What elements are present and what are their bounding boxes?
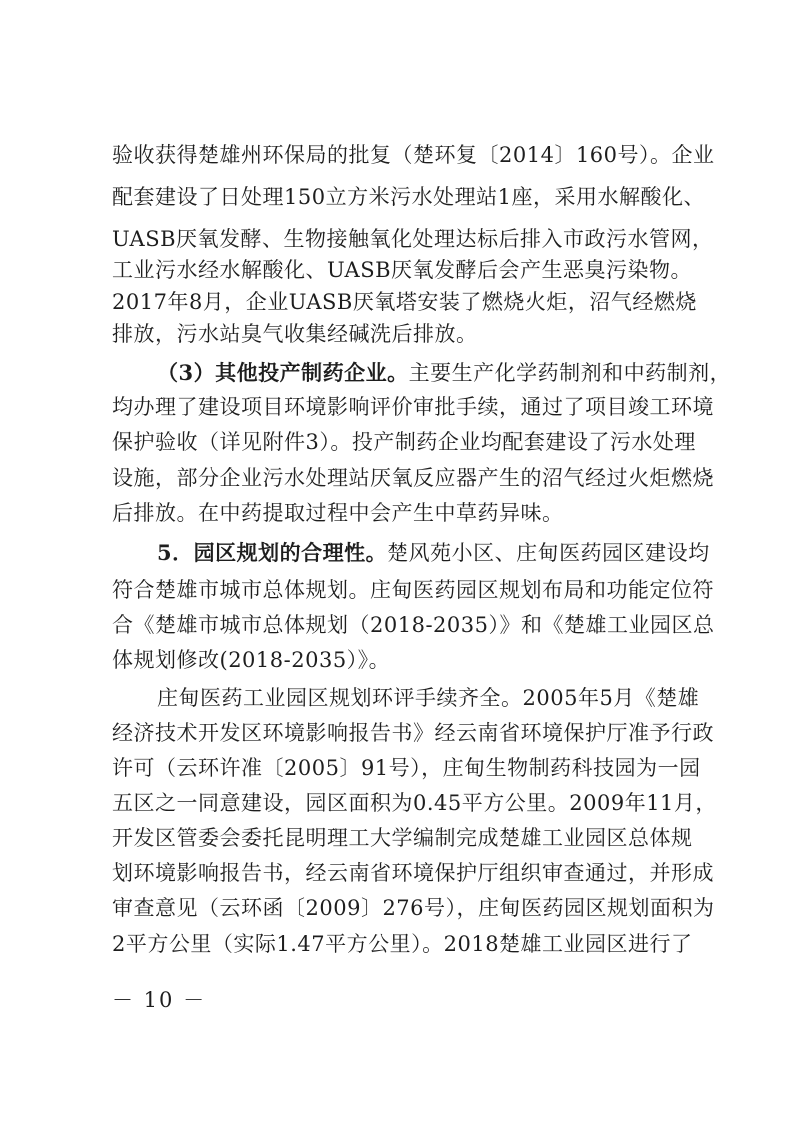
text-line: 许可（云环许准〔2005〕91号），庄甸生物制药科技园为一园 [112,756,701,780]
text-line: 工业污水经水解酸化、UASB厌氧发酵后会产生恶臭污染物。 [112,258,693,282]
page-number: － 10 － [112,988,207,1012]
text-line: 排放，污水站臭气收集经碱洗后排放。 [112,322,478,346]
text-run: 主要生产化学药制剂和中药制剂， [408,361,732,385]
text-line: 开发区管委会委托昆明理工大学编制完成楚雄工业园区总体规 [112,826,693,850]
text-line: 体规划修改(2018-2035）》。 [112,648,391,672]
text-line: 庄甸医药工业园区规划环评手续齐全。2005年5月《楚雄 [157,686,700,710]
text-line: 均办理了建设项目环境影响评价审批手续，通过了项目竣工环境 [112,395,714,419]
text-line: 验收获得楚雄州环保局的批复（楚环复〔2014〕160号）。企业 [112,143,715,167]
section-heading: 5．园区规划的合理性。 [157,540,388,565]
text-line [157,538,710,568]
text-run: 楚风苑小区、庄甸医药园区建设均 [387,541,710,565]
text-line: 配套建设了日处理150立方米污水处理站1座，采用水解酸化、 [112,185,705,209]
text-line: 后排放。在中药提取过程中会产生中草药异味。 [112,501,564,525]
text-line: 2017年8月，企业UASB厌氧塔安装了燃烧火炬，沼气经燃烧 [112,290,697,314]
text-line: 合《楚雄市城市总体规划（2018-2035）》和《楚雄工业园区总 [112,613,715,637]
text-line: 符合楚雄市城市总体规划。庄甸医药园区规划布局和功能定位符 [112,578,714,602]
text-line [157,358,732,388]
text-line: 经济技术开发区环境影响报告书》经云南省环境保护厅准予行政 [112,721,714,745]
text-line: 五区之一同意建设，园区面积为0.45平方公里。2009年11月， [112,791,717,815]
text-line: UASB厌氧发酵、生物接触氧化处理达标后排入市政污水管网， [112,227,714,251]
text-line: 审查意见（云环函〔2009〕276号），庄甸医药园区规划面积为 [112,896,715,920]
text-line: 保护验收（详见附件3）。投产制药企业均配套建设了污水处理 [112,430,696,454]
text-line: 划环境影响报告书，经云南省环境保护厅组织审查通过，并形成 [112,861,714,885]
text-line: 2平方公里（实际1.47平方公里）。2018楚雄工业园区进行了 [112,932,693,956]
text-line: 设施，部分企业污水处理站厌氧反应器产生的沼气经过火炬燃烧 [112,466,714,490]
section-heading: （3）其他投产制药企业。 [157,360,409,385]
